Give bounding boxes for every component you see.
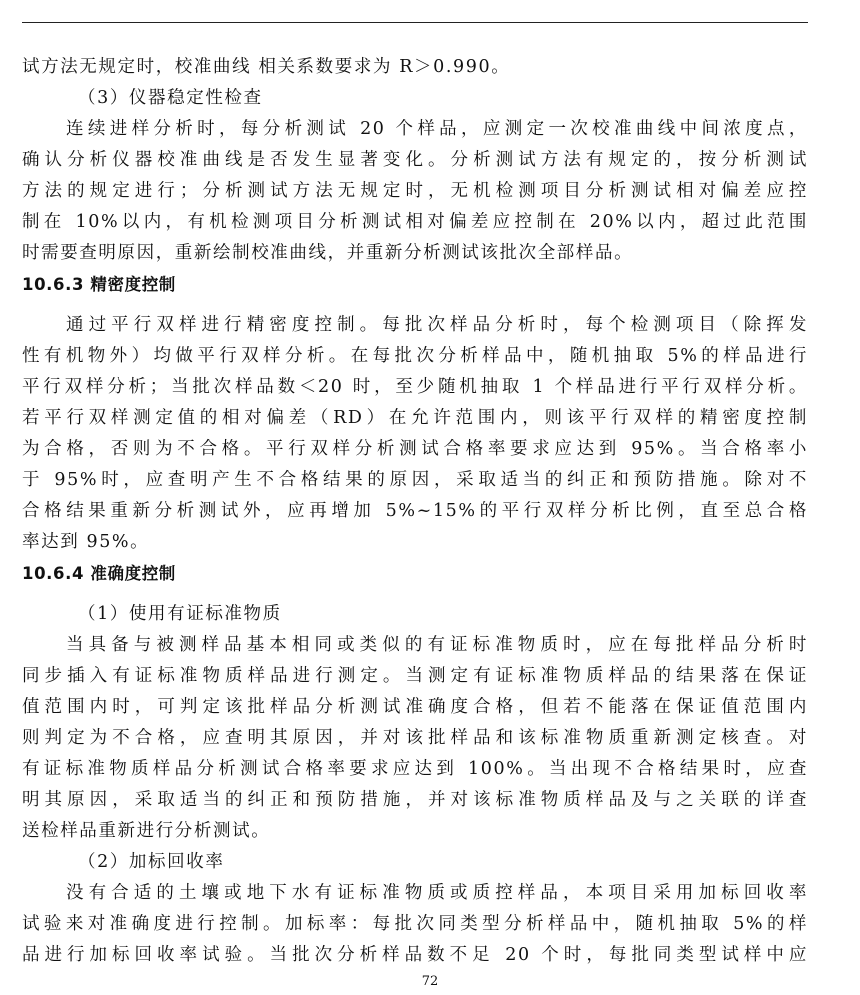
section-heading: 10.6.3 精密度控制 bbox=[22, 275, 176, 294]
document-body bbox=[22, 52, 808, 971]
subsection-label: （2）加标回收率 bbox=[78, 852, 225, 872]
paragraph-line: 送检样品重新进行分析测试。 bbox=[22, 821, 271, 841]
paragraph-line: 于 95%时，应查明产生不合格结果的原因，采取适当的纠正和预防措施。除对不 bbox=[22, 470, 808, 490]
subsection-label: （1）使用有证标准物质 bbox=[78, 604, 282, 624]
paragraph-line: 性有机物外）均做平行双样分析。在每批次分析样品中，随机抽取 5%的样品进行 bbox=[22, 346, 808, 366]
paragraph-line: 为合格，否则为不合格。平行双样分析测试合格率要求应达到 95%。当合格率小 bbox=[22, 439, 808, 459]
paragraph-line: 值范围内时，可判定该批样品分析测试准确度合格，但若不能落在保证值范围内 bbox=[22, 697, 808, 717]
paragraph-line: 方法的规定进行；分析测试方法无规定时，无机检测项目分析测试相对偏差应控 bbox=[22, 181, 808, 201]
paragraph-line: 品进行加标回收率试验。当批次分析样品数不足 20 个时，每批同类型试样中应 bbox=[22, 945, 808, 965]
paragraph-line: 试验来对准确度进行控制。加标率：每批次同类型分析样品中，随机抽取 5%的样 bbox=[22, 914, 808, 934]
paragraph-line: 确认分析仪器校准曲线是否发生显著变化。分析测试方法有规定的，按分析测试 bbox=[22, 150, 808, 170]
paragraph-line: 时需要查明原因，重新绘制校准曲线，并重新分析测试该批次全部样品。 bbox=[22, 243, 634, 263]
header-rule bbox=[22, 22, 808, 23]
paragraph-line: 有证标准物质样品分析测试合格率要求应达到 100%。当出现不合格结果时，应查 bbox=[22, 759, 808, 779]
paragraph-line: 通过平行双样进行精密度控制。每批次样品分析时，每个检测项目（除挥发 bbox=[66, 315, 808, 335]
paragraph-line: 制在 10%以内，有机检测项目分析测试相对偏差应控制在 20%以内，超过此范围 bbox=[22, 212, 808, 232]
page-number: 72 bbox=[421, 974, 439, 989]
subsection-label: （3）仪器稳定性检查 bbox=[78, 88, 263, 108]
section-heading: 10.6.4 准确度控制 bbox=[22, 564, 176, 583]
paragraph-line: 没有合适的土壤或地下水有证标准物质或质控样品，本项目采用加标回收率 bbox=[66, 883, 808, 903]
paragraph-line: 率达到 95%。 bbox=[22, 532, 150, 552]
paragraph-line: 则判定为不合格，应查明其原因，并对该批样品和该标准物质重新测定核查。对 bbox=[22, 728, 808, 748]
paragraph-line: 若平行双样测定值的相对偏差（RD）在允许范围内，则该平行双样的精密度控制 bbox=[22, 408, 808, 428]
paragraph-line: 同步插入有证标准物质样品进行测定。当测定有证标准物质样品的结果落在保证 bbox=[22, 666, 808, 686]
paragraph-line: 当具备与被测样品基本相同或类似的有证标准物质时，应在每批样品分析时 bbox=[66, 635, 808, 655]
paragraph-line: 合格结果重新分析测试外，应再增加 5%~15%的平行双样分析比例，直至总合格 bbox=[22, 501, 808, 521]
paragraph-line: 连续进样分析时，每分析测试 20 个样品，应测定一次校准曲线中间浓度点， bbox=[66, 119, 808, 139]
paragraph-line: 明其原因，采取适当的纠正和预防措施，并对该标准物质样品及与之关联的详查 bbox=[22, 790, 808, 810]
paragraph-line: 平行双样分析；当批次样品数＜20 时，至少随机抽取 1 个样品进行平行双样分析。 bbox=[22, 377, 808, 397]
paragraph-line: 试方法无规定时，校准曲线 相关系数要求为 R＞0.990。 bbox=[22, 57, 511, 77]
